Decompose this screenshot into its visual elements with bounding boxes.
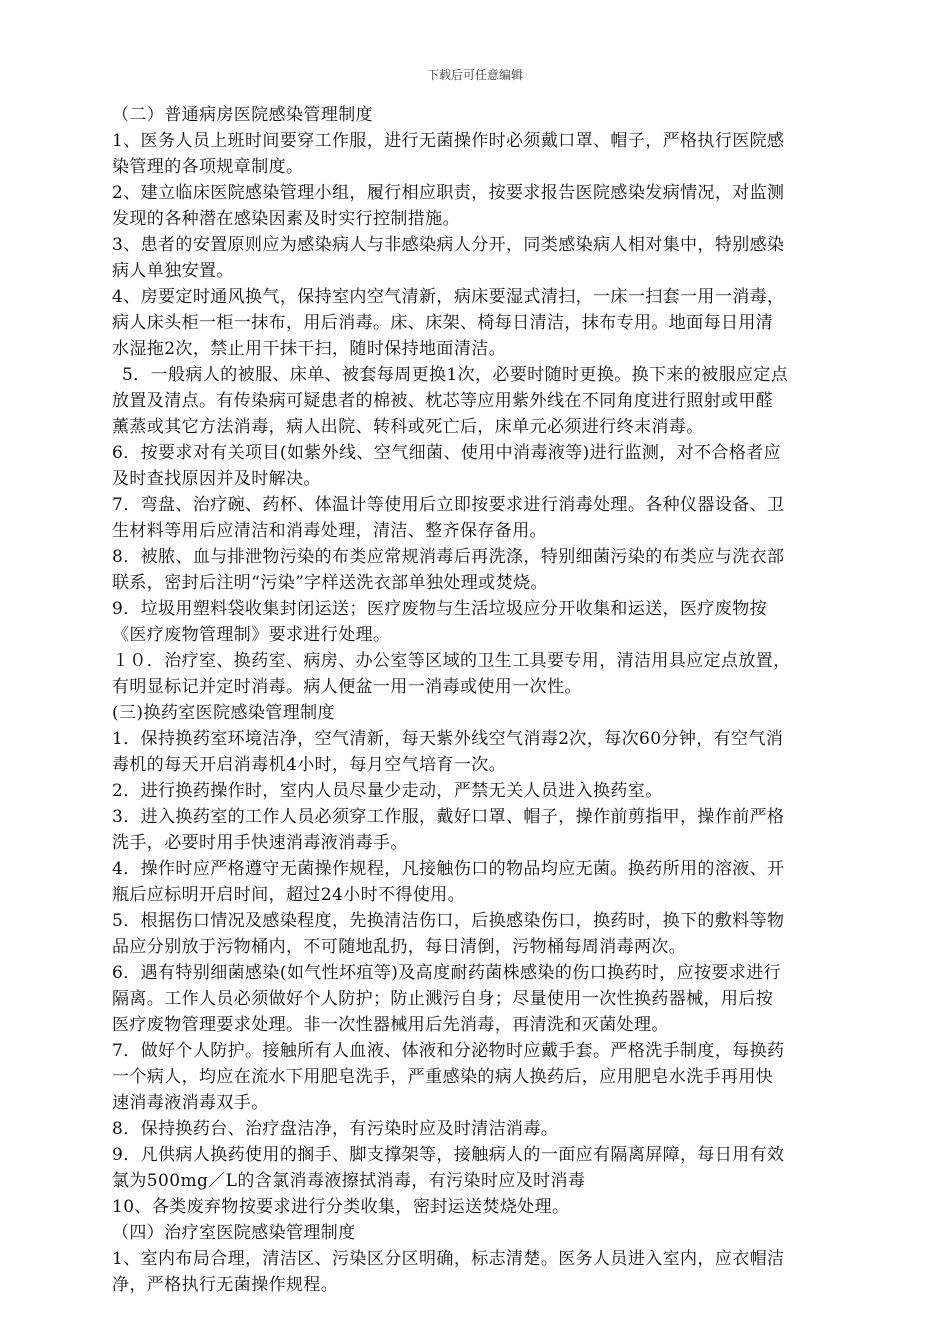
paragraph-line: 发现的各种潜在感染因素及时实行控制措施。 [112,209,460,229]
section-heading-general-ward: （二）普通病房医院感染管理制度 [112,105,373,125]
document-body [112,102,860,1298]
paragraph-line: 净，严格执行无菌操作规程。 [112,1275,339,1295]
paragraph-line: 1、医务人员上班时间要穿工作服，进行无菌操作时必须戴口罩、帽子，严格执行医院感 [112,131,785,151]
paragraph-line: 一个病人，均应在流水下用肥皂洗手，严重感染的病人换药后，应用肥皂水洗手再用快 [112,1067,774,1087]
section-heading-dressing-room: (三)换药室医院感染管理制度 [112,703,335,723]
paragraph-line: 5．根据伤口情况及感染程度，先换清洁伤口，后换感染伤口，换药时，换下的敷料等物 [112,911,785,931]
paragraph-line: 及时查找原因并及时解决。 [112,469,321,489]
paragraph-line: 2．进行换药操作时，室内人员尽量少走动，严禁无关人员进入换药室。 [112,781,663,801]
paragraph-line: 2、建立临床医院感染管理小组，履行相应职责，按要求报告医院感染发病情况，对监测 [112,183,785,203]
paragraph-line: 速消毒液消毒双手。 [112,1093,269,1113]
paragraph-line: 毒机的每天开启消毒机4小时，每月空气培育一次。 [112,755,507,775]
paragraph-line: 9．垃圾用塑料袋收集封闭运送；医疗废物与生活垃圾应分开收集和运送，医疗废物按 [112,599,768,619]
paragraph-line: 水湿拖2次，禁止用干抹干扫，随时保持地面清洁。 [112,339,507,359]
paragraph-line: 7．弯盘、治疗碗、药杯、体温计等使用后立即按要求进行消毒处理。各种仪器设备、卫 [112,495,785,515]
paragraph-line: 有明显标记并定时消毒。病人便盆一用一消毒或使用一次性。 [112,677,582,697]
paragraph-line: 3．进入换药室的工作人员必须穿工作服，戴好口罩、帽子，操作前剪指甲，操作前严格 [112,807,785,827]
paragraph-line: 1、室内布局合理，清洁区、污染区分区明确，标志清楚。医务人员进入室内，应衣帽洁 [112,1249,785,1269]
paragraph-line: 《医疗废物管理制》要求进行处理。 [112,625,391,645]
paragraph-line: 薰蒸或其它方法消毒，病人出院、转科或死亡后，床单元必须进行终末消毒。 [112,417,704,437]
paragraph-line: 瓶后应标明开启时间，超过24小时不得使用。 [112,885,466,905]
paragraph-line: 洗手，必要时用手快速消毒液消毒手。 [112,833,408,853]
paragraph-line: 6．遇有特别细菌感染(如气性坏疽等)及高度耐药菌株感染的伤口换药时，应按要求进行 [112,963,782,983]
paragraph-line: １０．治疗室、换药室、病房、办公室等区域的卫生工具要专用，清洁用具应定点放置， [112,651,791,671]
paragraph-line: 隔离。工作人员必须做好个人防护；防止溅污自身；尽量使用一次性换药器械，用后按 [112,989,774,1009]
page-header-note: 下载后可任意编辑 [426,68,523,82]
paragraph-line: 氯为500mg／L的含氯消毒液擦拭消毒，有污染时应及时消毒 [112,1171,586,1191]
paragraph-line: 4．操作时应严格遵守无菌操作规程，凡接触伤口的物品均应无菌。换药所用的溶液、开 [112,859,785,879]
paragraph-line: 9．凡供病人换药使用的搁手、脚支撑架等，接触病人的一面应有隔离屏障，每日用有效 [112,1145,785,1165]
paragraph-line: 3、患者的安置原则应为感染病人与非感染病人分开，同类感染病人相对集中，特别感染 [112,235,785,255]
paragraph-line: 病人单独安置。 [112,261,234,281]
paragraph-line: 6．按要求对有关项目(如紫外线、空气细菌、使用中消毒液等)进行监测，对不合格者应 [112,443,782,463]
paragraph-line: 7．做好个人防护。接触所有人血液、体液和分泌物时应戴手套。严格洗手制度，每换药 [112,1041,785,1061]
paragraph-line: 联系，密封后注明“污染”字样送洗衣部单独处理或焚烧。 [112,573,548,593]
paragraph-line: 品应分别放于污物桶内，不可随地乱扔，每日清倒，污物桶每周消毒两次。 [112,937,687,957]
paragraph-line: 8．保持换药台、治疗盘洁净，有污染时应及时清洁消毒。 [112,1119,559,1139]
paragraph-line: 医疗废物管理要求处理。非一次性器械用后先消毒，再清洗和灭菌处理。 [112,1015,669,1035]
paragraph-line: 病人床头柜一柜一抹布，用后消毒。床、床架、椅每日清洁，抹布专用。地面每日用清 [112,313,774,333]
paragraph-line: 8．被脓、血与排泄物污染的布类应常规消毒后再洗涤，特别细菌污染的布类应与洗衣部 [112,547,785,567]
section-heading-treatment-room: （四）治疗室医院感染管理制度 [112,1223,356,1243]
paragraph-line: 4、房要定时通风换气，保持室内空气清新，病床要湿式清扫，一床一扫套一用一消毒， [112,287,785,307]
paragraph-line: 生材料等用后应清洁和消毒处理，清洁、整齐保存备用。 [112,521,547,541]
paragraph-line: 5．一般病人的被服、床单、被套每周更换1次，必要时随时更换。换下来的被服应定点 [122,365,789,385]
paragraph-line: 放置及清点。有传染病可疑患者的棉被、枕芯等应用紫外线在不同角度进行照射或甲醛 [112,391,774,411]
paragraph-line: 1．保持换药室环境洁净，空气清新，每天紫外线空气消毒2次，每次60分钟，有空气消 [112,729,784,749]
paragraph-line: 染管理的各项规章制度。 [112,157,304,177]
paragraph-line: 10、各类废弃物按要求进行分类收集，密封运送焚烧处理。 [112,1197,570,1217]
